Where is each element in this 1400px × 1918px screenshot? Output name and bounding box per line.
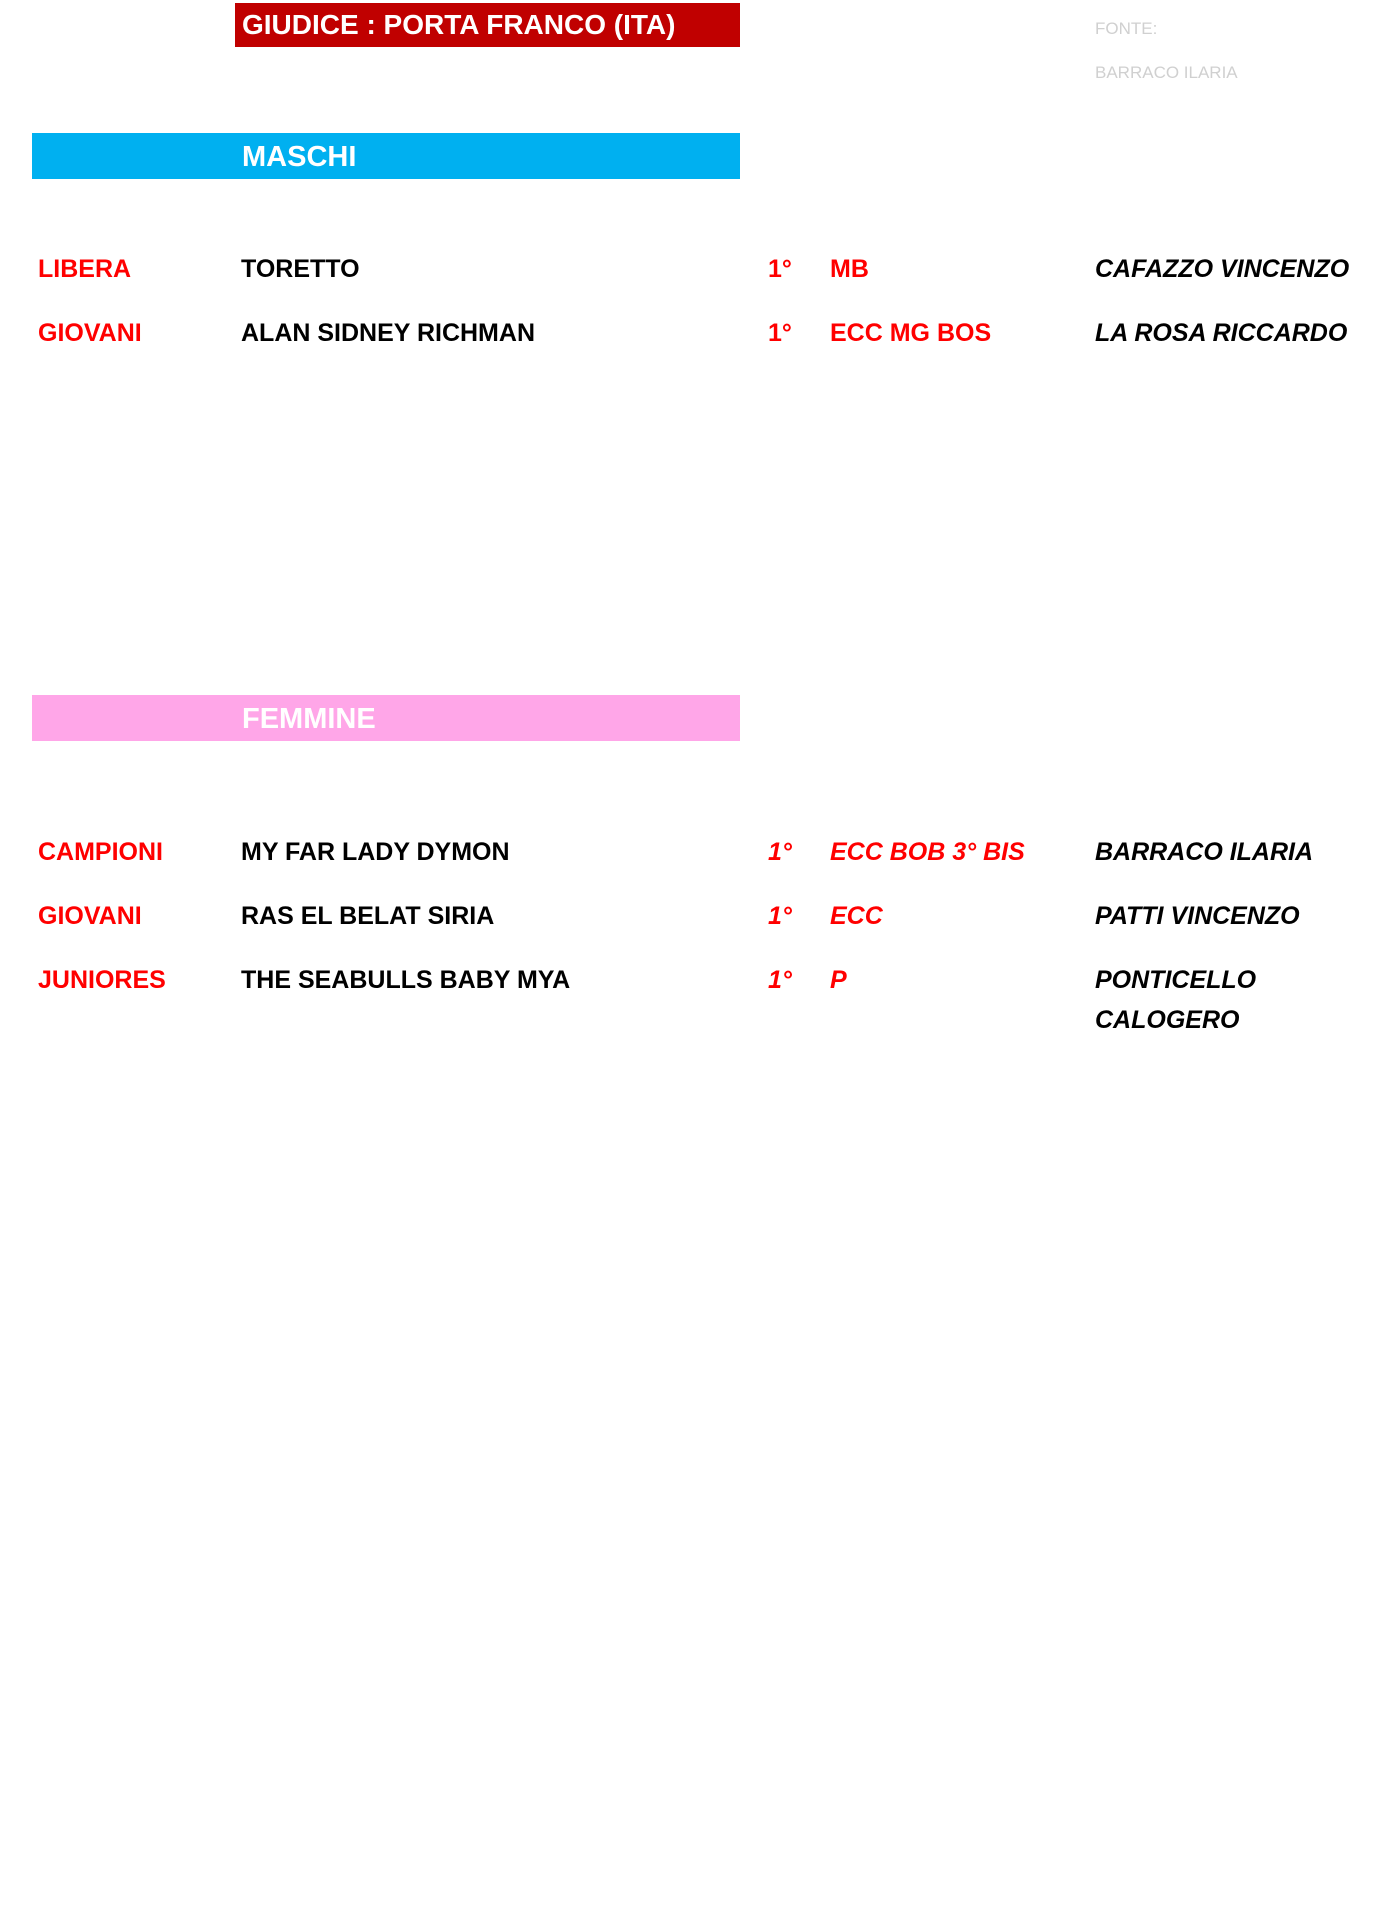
class-label: JUNIORES [38,966,166,994]
qualification: ECC MG BOS [830,319,992,347]
qualification: MB [830,255,869,283]
females-row-giovani [0,896,1400,936]
class-label: GIOVANI [38,902,142,930]
females-section-header: FEMMINE [32,695,740,741]
source-value: BARRACO ILARIA [1095,63,1238,82]
placement: 1° [768,966,792,994]
males-row-libera [0,249,1400,289]
males-section-header: MASCHI [32,133,740,179]
class-label: CAMPIONI [38,838,163,866]
class-label: GIOVANI [38,319,142,347]
judge-banner: GIUDICE : PORTA FRANCO (ITA) [235,3,740,47]
source-label: FONTE: [1095,19,1158,38]
placement: 1° [768,319,792,347]
qualification: P [830,966,847,994]
placement: 1° [768,255,792,283]
females-row-juniores [0,960,1400,1034]
class-label: LIBERA [38,255,132,283]
dog-name: RAS EL BELAT SIRIA [241,902,495,930]
dog-name: THE SEABULLS BABY MYA [241,966,571,994]
owner-name: PATTI VINCENZO [1095,902,1300,930]
owner-name: BARRACO ILARIA [1095,838,1314,866]
placement: 1° [768,838,792,866]
dog-name: TORETTO [241,255,360,283]
dog-name: MY FAR LADY DYMON [241,838,510,866]
owner-name: LA ROSA RICCARDO [1095,319,1348,347]
qualification: ECC [830,902,883,930]
placement: 1° [768,902,792,930]
males-row-giovani [0,313,1400,353]
owner-name: PONTICELLO CALOGERO [1095,966,1257,1034]
females-row-campioni [0,832,1400,872]
owner-name: CAFAZZO VINCENZO [1095,255,1350,283]
dog-name: ALAN SIDNEY RICHMAN [241,319,535,347]
qualification: ECC BOB 3° BIS [830,838,1025,866]
